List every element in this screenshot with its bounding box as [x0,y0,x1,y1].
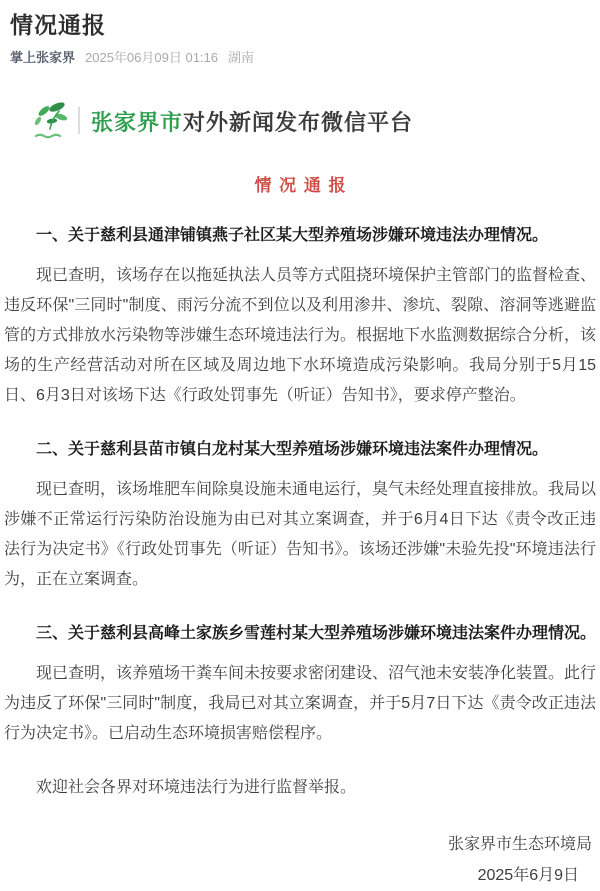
byline [10,49,586,66]
section-2-heading: 二、关于慈利县苗市镇白龙村某大型养殖场涉嫌环境违法案件办理情况。 [36,441,549,458]
notice-title: 情况通报 [254,176,354,195]
sprout-leaves-icon [30,99,70,148]
brand-name [91,106,413,137]
brand-name-city: 张家界市 [91,110,184,135]
brand-name-rest: 对外新闻发布微信平台 [183,110,414,135]
article-header [0,8,600,66]
section-3-paragraph: 现已查明，该养殖场干粪车间未按要求密闭建设、沼气池未安装净化装置。此行为违反了环保"三同时"制度，我局已对其立案调查，并于5月7日下达《责令改正违法行为决定书》。已启动生态环境损害赔偿程序。 [4,665,597,742]
brand-banner [30,99,600,148]
section-3-heading: 三、关于慈利县高峰土家族乡雪莲村某大型养殖场涉嫌环境违法案件办理情况。 [36,625,597,642]
signature-block [4,829,596,891]
account-name[interactable]: 掌上张家界 [10,50,76,65]
article-body [0,221,600,891]
brand-divider [78,107,80,134]
section-1-heading: 一、关于慈利县通津铺镇燕子社区某大型养殖场涉嫌环境违法办理情况。 [36,227,549,244]
publish-datetime: 2025年06月09日 01:16 [85,50,218,65]
publish-location: 湖南 [228,50,255,65]
closing-line: 欢迎社会各界对环境违法行为进行监督举报。 [36,779,357,796]
page-title: 情况通报 [10,12,106,38]
section-1-paragraph: 现已查明，该场存在以拖延执法人员等方式阻挠环境保护主管部门的监督检查、违反环保"三同时"制度、雨污分流不到位以及利用渗井、渗坑、裂隙、溶洞等逃避监管的方式排放水污染物等涉嫌生态环境违法行为。根据地下水监测数据综合分析，该场的生产经营活动对所在区域及周边地下水环境造成污染影响。我局分别于5月15日、6月3日对该场下达《行政处罚事先（听证）告知书》，要求停产整治。 [4,267,597,404]
signature-date: 2025年6月9日 [477,867,579,884]
signature-org: 张家界市生态环境局 [447,836,592,853]
section-2-paragraph: 现已查明，该场堆肥车间除臭设施未通电运行，臭气未经处理直接排放。我局以涉嫌不正常运行污染防治设施为由已对其立案调查，并于6月4日下达《责令改正违法行为决定书》《行政处罚事先（听证）告知书》。该场还涉嫌"未验先投"环境违法行为，正在立案调查。 [4,481,597,588]
